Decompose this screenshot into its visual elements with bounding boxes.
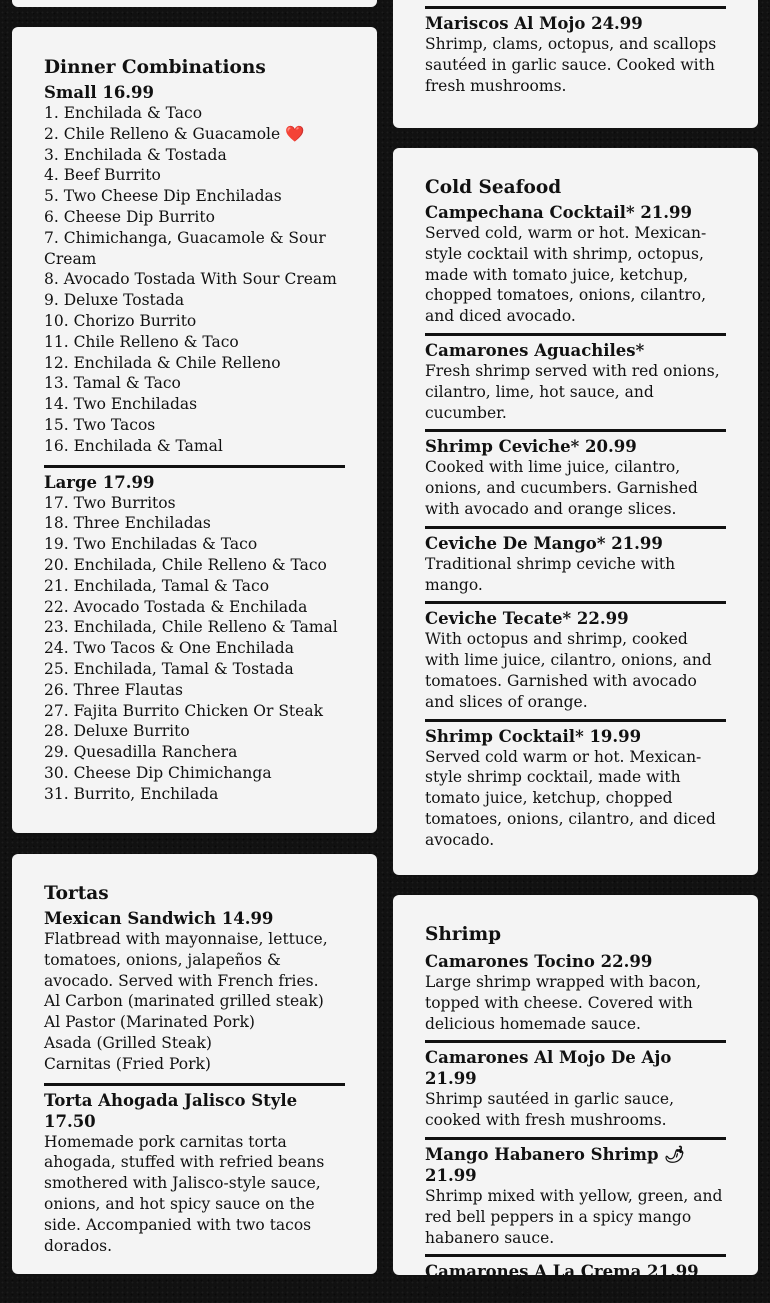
divider [44, 1083, 345, 1086]
list-item: 14. Two Enchiladas [44, 395, 198, 414]
large-combo-list [44, 493, 345, 805]
divider [425, 526, 726, 529]
list-item: Carnitas (Fried Pork) [44, 1054, 211, 1073]
menu-item-desc: Served cold, warm or hot. Mexican-style cocktail with shrimp, octopus, made with tomato juice, ketchup, chopped tomatoes, onions, cilantro, and diced avocado. [425, 224, 707, 326]
menu-item-title: Camarones A La Crema 21.99 [425, 1262, 699, 1282]
divider [425, 1137, 726, 1140]
menu-item-title: Mango Habanero Shrimp 🌶 21.99 [425, 1144, 686, 1185]
list-item: 3. Enchilada & Tostada [44, 145, 227, 164]
list-item: 19. Two Enchiladas & Taco [44, 535, 258, 554]
section-heading: Cold Seafood [425, 177, 562, 198]
menu-item-title: Torta Ahogada Jalisco Style 17.50 [44, 1090, 298, 1131]
shrimp-card [393, 895, 758, 1302]
dinner-combinations-card [12, 27, 377, 833]
list-item: 9. Deluxe Tostada [44, 291, 185, 310]
tortas-card [12, 854, 377, 1274]
list-item: 4. Beef Burrito [44, 166, 161, 185]
menu-item-title: Ceviche Tecate* 22.99 [425, 609, 629, 629]
list-item: 25. Enchilada, Tamal & Tostada [44, 659, 294, 678]
list-item: 30. Cheese Dip Chimichanga [44, 763, 272, 782]
divider [425, 333, 726, 336]
list-item: 21. Enchilada, Tamal & Taco [44, 576, 270, 595]
list-item: 15. Two Tacos [44, 415, 156, 434]
list-item: 26. Three Flautas [44, 680, 183, 699]
menu-item-desc: Traditional shrimp ceviche with mango. [425, 554, 676, 594]
list-item: 12. Enchilada & Chile Relleno [44, 353, 281, 372]
sandwich-options [44, 991, 345, 1074]
menu-item-title: Camarones Tocino 22.99 [425, 952, 653, 971]
section-heading: Shrimp [425, 924, 502, 945]
menu-item-title: Camarones Aguachiles* [425, 340, 645, 360]
menu-item-desc: Fresh shrimp served with red onions, cilantro, lime, hot sauce, and cucumber. [425, 361, 720, 422]
small-combo-title: Small 16.99 [44, 83, 155, 102]
list-item: Al Pastor (Marinated Pork) [44, 1013, 255, 1032]
list-item: 24. Two Tacos & One Enchilada [44, 639, 294, 658]
list-item: 20. Enchilada, Chile Relleno & Taco [44, 555, 327, 574]
menu-item-title: Camarones Al Mojo De Ajo 21.99 [425, 1048, 672, 1089]
small-combo-list [44, 103, 345, 457]
divider [425, 6, 726, 9]
menu-item-desc: Served cold warm or hot. Mexican-style shrimp cocktail, made with tomato juice, ketchup, chopped tomatoes, onions, cilantro, and diced avocado. [425, 747, 716, 849]
menu-item-title: Campechana Cocktail* 21.99 [425, 203, 692, 222]
menu-item-desc: Shrimp sautéed in garlic sauce, cooked with fresh mushrooms. [425, 1090, 675, 1130]
menu-item-title: Shrimp Ceviche* 20.99 [425, 437, 637, 457]
list-item: 13. Tamal & Taco [44, 374, 181, 393]
menu-item-title: Ceviche De Mango* 21.99 [425, 533, 663, 553]
divider [425, 1040, 726, 1043]
divider [425, 429, 726, 432]
menu-item-title: Mexican Sandwich 14.99 [44, 909, 274, 928]
list-item: 6. Cheese Dip Burrito [44, 207, 215, 226]
list-item: 28. Deluxe Burrito [44, 722, 190, 741]
menu-item-desc: Flatbread with mayonnaise, lettuce, tomatoes, onions, jalapeños & avocado. Served with French fries. [44, 930, 328, 990]
menu-item-desc: Large shrimp wrapped with bacon, topped with cheese. Covered with delicious homemade sauce. [425, 973, 702, 1033]
list-item: 27. Fajita Burrito Chicken Or Steak [44, 701, 323, 720]
menu-item-desc: With octopus and shrimp, cooked with lime juice, cilantro, onions, and tomatoes. Garnished with avocado and slices of orange. [425, 630, 712, 711]
menu-item-title: Shrimp Cocktail* 19.99 [425, 726, 642, 746]
menu-item-desc: Shrimp mixed with yellow, green, and red bell peppers in a spicy mango habanero sauce. [425, 1186, 723, 1247]
cold-seafood-card [393, 148, 758, 875]
list-item: 5. Two Cheese Dip Enchiladas [44, 187, 282, 206]
list-item: 1. Enchilada & Taco [44, 104, 203, 122]
list-item: 22. Avocado Tostada & Enchilada [44, 597, 308, 616]
list-item: 10. Chorizo Burrito [44, 311, 197, 330]
menu-item-desc: Homemade pork carnitas torta ahogada, stuffed with refried beans smothered with Jalisco-style sauce, onions, and hot spicy sauce on the side. Accompanied with two tacos dorados. [44, 1132, 325, 1255]
list-item: 18. Three Enchiladas [44, 514, 211, 533]
list-item: 8. Avocado Tostada With Sour Cream [44, 270, 337, 289]
list-item: 7. Chimichanga, Guacamole & Sour Cream [44, 228, 326, 268]
list-item: 17. Two Burritos [44, 493, 176, 512]
list-item: 16. Enchilada & Tamal [44, 436, 223, 455]
section-heading: Tortas [44, 883, 109, 904]
menu-item-title: Mariscos Al Mojo 24.99 [425, 14, 643, 33]
list-item: 11. Chile Relleno & Taco [44, 332, 239, 351]
list-item: 2. Chile Relleno & Guacamole ❤️ [44, 124, 305, 143]
large-combo-title: Large 17.99 [44, 472, 155, 492]
menu-item-desc: Cooked with lime juice, cilantro, onions, and cucumbers. Garnished with avocado and orange slices. [425, 458, 698, 518]
divider [44, 465, 345, 468]
list-item: Asada (Grilled Steak) [44, 1033, 212, 1052]
section-heading: Dinner Combinations [44, 57, 266, 78]
menu-item-desc: Shrimp cooked in an authentic [425, 1283, 667, 1302]
divider [425, 719, 726, 722]
menu-item-desc: Shrimp, clams, octopus, and scallops sautéed in garlic sauce. Cooked with fresh mushrooms. [425, 35, 717, 95]
list-item: 29. Quesadilla Ranchera [44, 743, 238, 762]
divider [425, 1254, 726, 1257]
list-item: Al Carbon (marinated grilled steak) [44, 992, 324, 1011]
top-left-card-fragment [12, 0, 377, 7]
list-item: 23. Enchilada, Chile Relleno & Tamal [44, 618, 338, 637]
divider [425, 601, 726, 604]
mariscos-card [393, 0, 758, 128]
list-item: 31. Burrito, Enchilada [44, 784, 219, 803]
